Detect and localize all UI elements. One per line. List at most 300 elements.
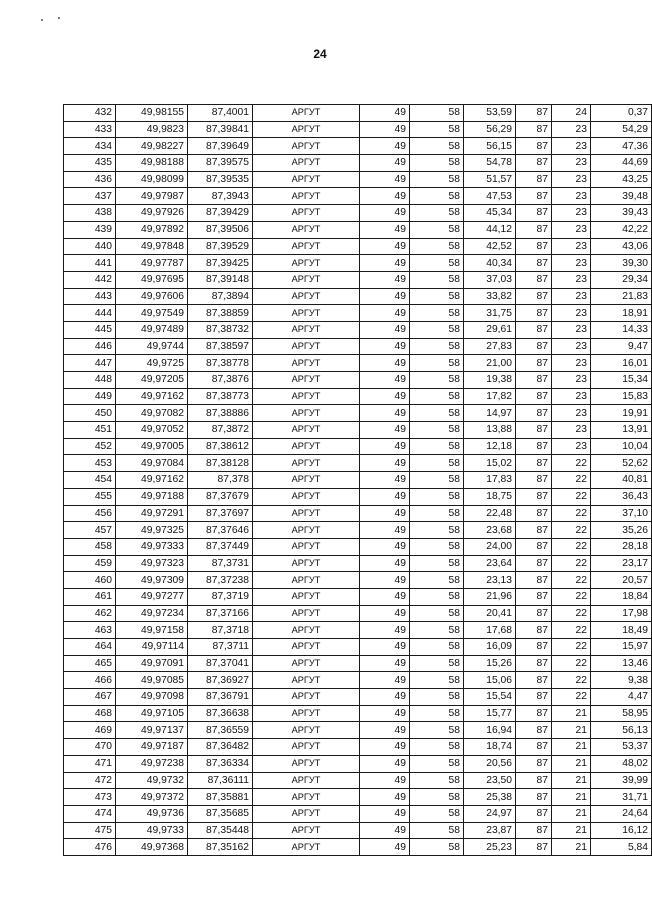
lat-seconds-cell: 23,13 <box>464 572 516 589</box>
lat-degrees-cell: 49 <box>360 271 410 288</box>
lon-seconds-cell: 43,25 <box>591 171 652 188</box>
table-row <box>64 138 652 155</box>
table-row <box>64 422 652 439</box>
lat-minutes-cell: 58 <box>410 472 464 489</box>
row-number-cell: 457 <box>64 522 116 539</box>
lon-degrees-cell: 87 <box>516 305 552 322</box>
table-row <box>64 739 652 756</box>
lon-minutes-cell: 22 <box>552 689 591 706</box>
lon-degrees-cell: 87 <box>516 622 552 639</box>
lon-minutes-cell: 23 <box>552 221 591 238</box>
longitude-cell: 87,36482 <box>188 739 253 756</box>
lon-seconds-cell: 56,13 <box>591 722 652 739</box>
row-number-cell: 465 <box>64 655 116 672</box>
longitude-cell: 87,36927 <box>188 672 253 689</box>
lon-degrees-cell: 87 <box>516 255 552 272</box>
lon-minutes-cell: 23 <box>552 438 591 455</box>
row-number-cell: 449 <box>64 388 116 405</box>
row-number-cell: 473 <box>64 789 116 806</box>
latitude-cell: 49,97549 <box>116 305 188 322</box>
table-row <box>64 121 652 138</box>
lon-minutes-cell: 22 <box>552 622 591 639</box>
lat-minutes-cell: 58 <box>410 789 464 806</box>
lat-degrees-cell: 49 <box>360 789 410 806</box>
lon-seconds-cell: 13,91 <box>591 422 652 439</box>
longitude-cell: 87,36638 <box>188 705 253 722</box>
row-number-cell: 447 <box>64 355 116 372</box>
lat-seconds-cell: 20,56 <box>464 755 516 772</box>
lon-minutes-cell: 21 <box>552 739 591 756</box>
row-number-cell: 439 <box>64 221 116 238</box>
name-cell: АРГУТ <box>253 205 360 222</box>
longitude-cell: 87,36791 <box>188 689 253 706</box>
name-cell: АРГУТ <box>253 171 360 188</box>
name-cell: АРГУТ <box>253 288 360 305</box>
name-cell: АРГУТ <box>253 438 360 455</box>
latitude-cell: 49,97137 <box>116 722 188 739</box>
lat-seconds-cell: 25,38 <box>464 789 516 806</box>
lat-seconds-cell: 15,54 <box>464 689 516 706</box>
latitude-cell: 49,97892 <box>116 221 188 238</box>
longitude-cell: 87,37166 <box>188 605 253 622</box>
name-cell: АРГУТ <box>253 805 360 822</box>
lat-degrees-cell: 49 <box>360 572 410 589</box>
name-cell: АРГУТ <box>253 472 360 489</box>
lat-degrees-cell: 49 <box>360 238 410 255</box>
lon-seconds-cell: 23,17 <box>591 555 652 572</box>
lon-seconds-cell: 18,91 <box>591 305 652 322</box>
latitude-cell: 49,97234 <box>116 605 188 622</box>
lat-degrees-cell: 49 <box>360 338 410 355</box>
table-row <box>64 822 652 839</box>
lat-minutes-cell: 58 <box>410 422 464 439</box>
lat-degrees-cell: 49 <box>360 121 410 138</box>
lon-seconds-cell: 9,47 <box>591 338 652 355</box>
latitude-cell: 49,98099 <box>116 171 188 188</box>
name-cell: АРГУТ <box>253 739 360 756</box>
table-row <box>64 338 652 355</box>
lon-seconds-cell: 20,57 <box>591 572 652 589</box>
name-cell: АРГУТ <box>253 255 360 272</box>
row-number-cell: 436 <box>64 171 116 188</box>
longitude-cell: 87,38773 <box>188 388 253 405</box>
lat-seconds-cell: 16,09 <box>464 639 516 656</box>
lat-seconds-cell: 54,78 <box>464 155 516 172</box>
row-number-cell: 445 <box>64 321 116 338</box>
row-number-cell: 450 <box>64 405 116 422</box>
lon-minutes-cell: 22 <box>552 488 591 505</box>
lat-seconds-cell: 40,34 <box>464 255 516 272</box>
lon-minutes-cell: 23 <box>552 188 591 205</box>
lon-degrees-cell: 87 <box>516 472 552 489</box>
lon-minutes-cell: 23 <box>552 355 591 372</box>
lat-seconds-cell: 51,57 <box>464 171 516 188</box>
table-row <box>64 805 652 822</box>
name-cell: АРГУТ <box>253 538 360 555</box>
longitude-cell: 87,38597 <box>188 338 253 355</box>
lon-seconds-cell: 10,04 <box>591 438 652 455</box>
name-cell: АРГУТ <box>253 622 360 639</box>
lat-minutes-cell: 58 <box>410 355 464 372</box>
lat-minutes-cell: 58 <box>410 205 464 222</box>
lon-minutes-cell: 21 <box>552 822 591 839</box>
lon-seconds-cell: 53,37 <box>591 739 652 756</box>
row-number-cell: 456 <box>64 505 116 522</box>
lat-seconds-cell: 56,15 <box>464 138 516 155</box>
longitude-cell: 87,3719 <box>188 588 253 605</box>
lat-minutes-cell: 58 <box>410 171 464 188</box>
lat-seconds-cell: 15,77 <box>464 705 516 722</box>
longitude-cell: 87,38732 <box>188 321 253 338</box>
lon-seconds-cell: 15,83 <box>591 388 652 405</box>
lon-degrees-cell: 87 <box>516 372 552 389</box>
latitude-cell: 49,97052 <box>116 422 188 439</box>
lat-minutes-cell: 58 <box>410 622 464 639</box>
longitude-cell: 87,35448 <box>188 822 253 839</box>
lat-seconds-cell: 31,75 <box>464 305 516 322</box>
latitude-cell: 49,9736 <box>116 805 188 822</box>
lat-minutes-cell: 58 <box>410 722 464 739</box>
latitude-cell: 49,97606 <box>116 288 188 305</box>
row-number-cell: 453 <box>64 455 116 472</box>
longitude-cell: 87,39649 <box>188 138 253 155</box>
lat-seconds-cell: 18,75 <box>464 488 516 505</box>
longitude-cell: 87,38612 <box>188 438 253 455</box>
row-number-cell: 462 <box>64 605 116 622</box>
name-cell: АРГУТ <box>253 271 360 288</box>
latitude-cell: 49,97162 <box>116 388 188 405</box>
lat-minutes-cell: 58 <box>410 689 464 706</box>
latitude-cell: 49,9733 <box>116 822 188 839</box>
name-cell: АРГУТ <box>253 789 360 806</box>
lon-seconds-cell: 15,34 <box>591 372 652 389</box>
name-cell: АРГУТ <box>253 355 360 372</box>
lon-seconds-cell: 37,10 <box>591 505 652 522</box>
lon-degrees-cell: 87 <box>516 789 552 806</box>
lat-degrees-cell: 49 <box>360 722 410 739</box>
lat-minutes-cell: 58 <box>410 555 464 572</box>
name-cell: АРГУТ <box>253 755 360 772</box>
lon-seconds-cell: 35,26 <box>591 522 652 539</box>
lon-degrees-cell: 87 <box>516 822 552 839</box>
name-cell: АРГУТ <box>253 572 360 589</box>
lon-degrees-cell: 87 <box>516 655 552 672</box>
lat-degrees-cell: 49 <box>360 655 410 672</box>
lon-degrees-cell: 87 <box>516 639 552 656</box>
lat-degrees-cell: 49 <box>360 472 410 489</box>
lon-minutes-cell: 23 <box>552 372 591 389</box>
lon-seconds-cell: 44,69 <box>591 155 652 172</box>
longitude-cell: 87,35881 <box>188 789 253 806</box>
lon-minutes-cell: 22 <box>552 505 591 522</box>
lon-minutes-cell: 23 <box>552 271 591 288</box>
lon-degrees-cell: 87 <box>516 422 552 439</box>
name-cell: АРГУТ <box>253 505 360 522</box>
lat-minutes-cell: 58 <box>410 188 464 205</box>
longitude-cell: 87,37041 <box>188 655 253 672</box>
lat-minutes-cell: 58 <box>410 655 464 672</box>
longitude-cell: 87,39529 <box>188 238 253 255</box>
name-cell: АРГУТ <box>253 138 360 155</box>
lat-seconds-cell: 12,18 <box>464 438 516 455</box>
lon-degrees-cell: 87 <box>516 221 552 238</box>
lat-degrees-cell: 49 <box>360 588 410 605</box>
longitude-cell: 87,37449 <box>188 538 253 555</box>
name-cell: АРГУТ <box>253 405 360 422</box>
lat-degrees-cell: 49 <box>360 105 410 122</box>
longitude-cell: 87,3943 <box>188 188 253 205</box>
table-row <box>64 472 652 489</box>
lon-degrees-cell: 87 <box>516 455 552 472</box>
lon-degrees-cell: 87 <box>516 155 552 172</box>
latitude-cell: 49,97085 <box>116 672 188 689</box>
lat-seconds-cell: 25,23 <box>464 839 516 856</box>
table-row <box>64 305 652 322</box>
lat-minutes-cell: 58 <box>410 822 464 839</box>
lon-degrees-cell: 87 <box>516 739 552 756</box>
lon-minutes-cell: 23 <box>552 388 591 405</box>
table-row <box>64 288 652 305</box>
lon-minutes-cell: 23 <box>552 422 591 439</box>
lon-minutes-cell: 22 <box>552 588 591 605</box>
lon-seconds-cell: 18,49 <box>591 622 652 639</box>
lat-minutes-cell: 58 <box>410 672 464 689</box>
name-cell: АРГУТ <box>253 588 360 605</box>
lat-minutes-cell: 58 <box>410 488 464 505</box>
lon-degrees-cell: 87 <box>516 522 552 539</box>
row-number-cell: 442 <box>64 271 116 288</box>
longitude-cell: 87,39425 <box>188 255 253 272</box>
table-body <box>64 105 652 856</box>
row-number-cell: 468 <box>64 705 116 722</box>
lon-degrees-cell: 87 <box>516 171 552 188</box>
name-cell: АРГУТ <box>253 105 360 122</box>
row-number-cell: 434 <box>64 138 116 155</box>
lat-minutes-cell: 58 <box>410 522 464 539</box>
longitude-cell: 87,36111 <box>188 772 253 789</box>
latitude-cell: 49,9732 <box>116 772 188 789</box>
lat-seconds-cell: 47,53 <box>464 188 516 205</box>
name-cell: АРГУТ <box>253 305 360 322</box>
lon-minutes-cell: 23 <box>552 121 591 138</box>
lat-minutes-cell: 58 <box>410 288 464 305</box>
longitude-cell: 87,38128 <box>188 455 253 472</box>
longitude-cell: 87,36559 <box>188 722 253 739</box>
table-row <box>64 171 652 188</box>
scan-speck <box>41 19 43 21</box>
longitude-cell: 87,38778 <box>188 355 253 372</box>
row-number-cell: 472 <box>64 772 116 789</box>
lat-minutes-cell: 58 <box>410 605 464 622</box>
lon-degrees-cell: 87 <box>516 205 552 222</box>
lat-degrees-cell: 49 <box>360 171 410 188</box>
lat-seconds-cell: 14,97 <box>464 405 516 422</box>
name-cell: АРГУТ <box>253 705 360 722</box>
lat-degrees-cell: 49 <box>360 822 410 839</box>
lon-seconds-cell: 19,91 <box>591 405 652 422</box>
lon-minutes-cell: 23 <box>552 405 591 422</box>
row-number-cell: 469 <box>64 722 116 739</box>
name-cell: АРГУТ <box>253 822 360 839</box>
lat-seconds-cell: 24,00 <box>464 538 516 555</box>
lat-seconds-cell: 17,83 <box>464 472 516 489</box>
lat-seconds-cell: 21,00 <box>464 355 516 372</box>
longitude-cell: 87,38886 <box>188 405 253 422</box>
row-number-cell: 471 <box>64 755 116 772</box>
lat-degrees-cell: 49 <box>360 388 410 405</box>
lon-minutes-cell: 22 <box>552 555 591 572</box>
name-cell: АРГУТ <box>253 321 360 338</box>
lon-degrees-cell: 87 <box>516 755 552 772</box>
lat-degrees-cell: 49 <box>360 405 410 422</box>
table-row <box>64 689 652 706</box>
lat-degrees-cell: 49 <box>360 288 410 305</box>
table-row <box>64 355 652 372</box>
lat-degrees-cell: 49 <box>360 355 410 372</box>
lon-seconds-cell: 43,06 <box>591 238 652 255</box>
lon-degrees-cell: 87 <box>516 689 552 706</box>
lon-degrees-cell: 87 <box>516 321 552 338</box>
lon-seconds-cell: 29,34 <box>591 271 652 288</box>
name-cell: АРГУТ <box>253 722 360 739</box>
lat-minutes-cell: 58 <box>410 705 464 722</box>
lat-degrees-cell: 49 <box>360 555 410 572</box>
table-row <box>64 755 652 772</box>
lon-minutes-cell: 23 <box>552 205 591 222</box>
table-row <box>64 655 652 672</box>
name-cell: АРГУТ <box>253 455 360 472</box>
table-row <box>64 555 652 572</box>
longitude-cell: 87,37679 <box>188 488 253 505</box>
name-cell: АРГУТ <box>253 372 360 389</box>
name-cell: АРГУТ <box>253 839 360 856</box>
lon-minutes-cell: 22 <box>552 655 591 672</box>
lat-degrees-cell: 49 <box>360 839 410 856</box>
name-cell: АРГУТ <box>253 422 360 439</box>
lon-minutes-cell: 23 <box>552 171 591 188</box>
latitude-cell: 49,97084 <box>116 455 188 472</box>
latitude-cell: 49,97309 <box>116 572 188 589</box>
lat-seconds-cell: 20,41 <box>464 605 516 622</box>
lat-degrees-cell: 49 <box>360 321 410 338</box>
row-number-cell: 475 <box>64 822 116 839</box>
name-cell: АРГУТ <box>253 555 360 572</box>
lon-degrees-cell: 87 <box>516 605 552 622</box>
longitude-cell: 87,39535 <box>188 171 253 188</box>
lat-seconds-cell: 18,74 <box>464 739 516 756</box>
row-number-cell: 432 <box>64 105 116 122</box>
lat-minutes-cell: 58 <box>410 805 464 822</box>
lon-seconds-cell: 36,43 <box>591 488 652 505</box>
lat-degrees-cell: 49 <box>360 188 410 205</box>
name-cell: АРГУТ <box>253 639 360 656</box>
table-row <box>64 622 652 639</box>
name-cell: АРГУТ <box>253 388 360 405</box>
name-cell: АРГУТ <box>253 522 360 539</box>
longitude-cell: 87,4001 <box>188 105 253 122</box>
lat-degrees-cell: 49 <box>360 639 410 656</box>
latitude-cell: 49,97372 <box>116 789 188 806</box>
latitude-cell: 49,97005 <box>116 438 188 455</box>
longitude-cell: 87,37646 <box>188 522 253 539</box>
lat-seconds-cell: 24,97 <box>464 805 516 822</box>
lat-seconds-cell: 13,88 <box>464 422 516 439</box>
table-row <box>64 605 652 622</box>
row-number-cell: 443 <box>64 288 116 305</box>
lon-seconds-cell: 52,62 <box>591 455 652 472</box>
name-cell: АРГУТ <box>253 605 360 622</box>
latitude-cell: 49,97105 <box>116 705 188 722</box>
lon-minutes-cell: 23 <box>552 155 591 172</box>
longitude-cell: 87,3872 <box>188 422 253 439</box>
lon-seconds-cell: 5,84 <box>591 839 652 856</box>
lon-minutes-cell: 21 <box>552 805 591 822</box>
table-row <box>64 388 652 405</box>
name-cell: АРГУТ <box>253 221 360 238</box>
lat-degrees-cell: 49 <box>360 455 410 472</box>
lon-degrees-cell: 87 <box>516 572 552 589</box>
lat-degrees-cell: 49 <box>360 672 410 689</box>
lon-degrees-cell: 87 <box>516 705 552 722</box>
lat-minutes-cell: 58 <box>410 438 464 455</box>
table-row <box>64 372 652 389</box>
name-cell: АРГУТ <box>253 672 360 689</box>
latitude-cell: 49,97323 <box>116 555 188 572</box>
name-cell: АРГУТ <box>253 772 360 789</box>
table-row <box>64 221 652 238</box>
latitude-cell: 49,97188 <box>116 488 188 505</box>
row-number-cell: 452 <box>64 438 116 455</box>
latitude-cell: 49,97333 <box>116 538 188 555</box>
lon-seconds-cell: 16,12 <box>591 822 652 839</box>
latitude-cell: 49,97848 <box>116 238 188 255</box>
lon-degrees-cell: 87 <box>516 238 552 255</box>
longitude-cell: 87,378 <box>188 472 253 489</box>
latitude-cell: 49,97187 <box>116 739 188 756</box>
lat-minutes-cell: 58 <box>410 739 464 756</box>
lat-seconds-cell: 44,12 <box>464 221 516 238</box>
lat-minutes-cell: 58 <box>410 505 464 522</box>
lon-degrees-cell: 87 <box>516 438 552 455</box>
lat-seconds-cell: 15,02 <box>464 455 516 472</box>
lat-seconds-cell: 15,26 <box>464 655 516 672</box>
lat-minutes-cell: 58 <box>410 538 464 555</box>
lat-minutes-cell: 58 <box>410 772 464 789</box>
lat-degrees-cell: 49 <box>360 155 410 172</box>
lat-seconds-cell: 23,68 <box>464 522 516 539</box>
latitude-cell: 49,97114 <box>116 639 188 656</box>
table-row <box>64 639 652 656</box>
table-row <box>64 505 652 522</box>
lon-degrees-cell: 87 <box>516 105 552 122</box>
lon-minutes-cell: 21 <box>552 839 591 856</box>
longitude-cell: 87,3894 <box>188 288 253 305</box>
latitude-cell: 49,98188 <box>116 155 188 172</box>
lat-minutes-cell: 58 <box>410 221 464 238</box>
lat-degrees-cell: 49 <box>360 255 410 272</box>
row-number-cell: 476 <box>64 839 116 856</box>
table-row <box>64 538 652 555</box>
lat-seconds-cell: 53,59 <box>464 105 516 122</box>
table-row <box>64 572 652 589</box>
lon-minutes-cell: 21 <box>552 722 591 739</box>
table-row <box>64 438 652 455</box>
lon-degrees-cell: 87 <box>516 355 552 372</box>
lat-seconds-cell: 21,96 <box>464 588 516 605</box>
table-row <box>64 155 652 172</box>
lon-seconds-cell: 48,02 <box>591 755 652 772</box>
longitude-cell: 87,35162 <box>188 839 253 856</box>
